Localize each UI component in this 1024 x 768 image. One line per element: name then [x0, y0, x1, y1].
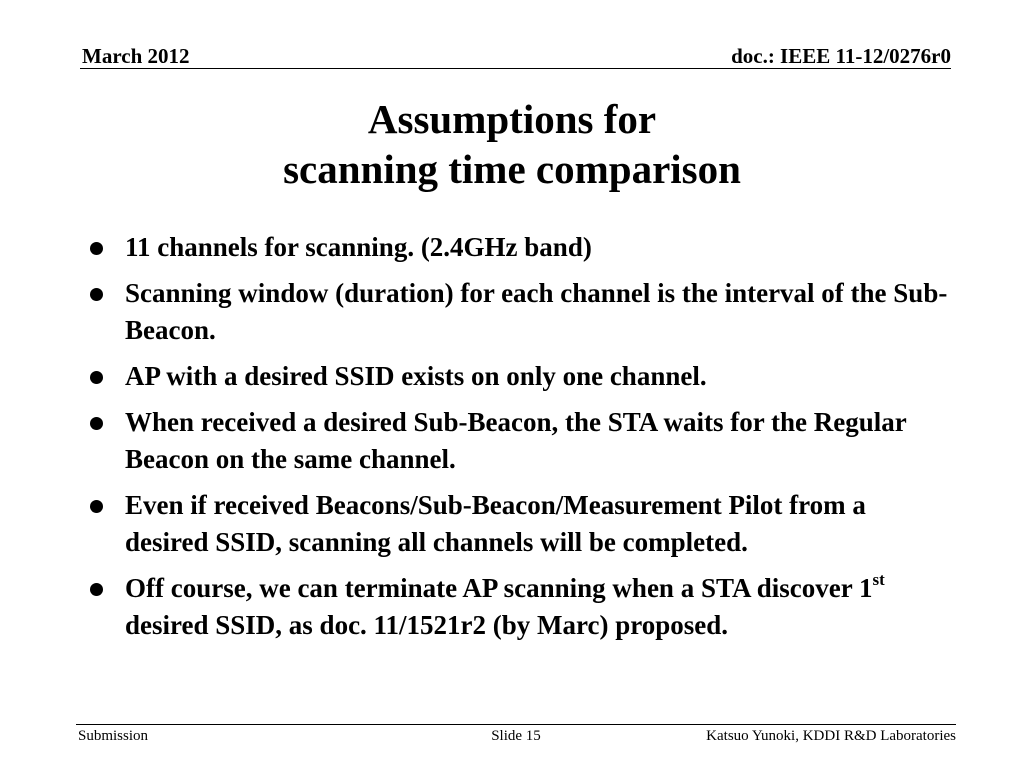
slide-title-line-1: Assumptions for	[367, 96, 657, 142]
footer-author: Katsuo Yunoki, KDDI R&D Laboratories	[706, 728, 956, 744]
footer-submission: Submission	[78, 728, 149, 744]
footer-divider	[76, 724, 956, 725]
bullet-dot-icon	[90, 500, 103, 513]
slide-title	[0, 94, 1024, 194]
bullet-dot-icon	[90, 288, 103, 301]
bullet-item	[88, 404, 948, 478]
bullet-item	[88, 487, 948, 561]
bullet-dot-icon	[90, 583, 103, 596]
bullet-text: Scanning window (duration) for each channel is the interval of the Sub-Beacon.	[125, 278, 948, 345]
slide-title-line-2: scanning time comparison	[283, 146, 741, 192]
bullet-text: AP with a desired SSID exists on only one channel.	[125, 361, 707, 391]
bullet-item	[88, 358, 948, 395]
footer-slide-number: Slide 15	[491, 728, 541, 744]
bullet-dot-icon	[90, 242, 103, 255]
bullet-text: When received a desired Sub-Beacon, the STA waits for the Regular Beacon on the same channel.	[125, 407, 907, 474]
bullet-dot-icon	[90, 371, 103, 384]
bullet-text: 11 channels for scanning. (2.4GHz band)	[125, 232, 592, 262]
bullet-item	[88, 229, 948, 266]
bullet-text	[125, 570, 885, 640]
bullet-item	[88, 570, 948, 644]
bullet-text: Even if received Beacons/Sub-Beacon/Measurement Pilot from a desired SSID, scanning all channels will be completed.	[125, 490, 866, 557]
bullet-text-post: desired SSID, as doc. 11/1521r2 (by Marc) proposed.	[125, 610, 729, 640]
bullet-list	[88, 229, 948, 653]
slide-header	[80, 44, 951, 69]
ordinal-superscript: st	[872, 570, 885, 589]
bullet-text-pre: Off course, we can terminate AP scanning when a STA discover 1	[125, 573, 873, 603]
bullet-item	[88, 275, 948, 349]
bullet-dot-icon	[90, 417, 103, 430]
header-date: March 2012	[82, 44, 190, 68]
header-doc-number: doc.: IEEE 11-12/0276r0	[731, 44, 951, 68]
